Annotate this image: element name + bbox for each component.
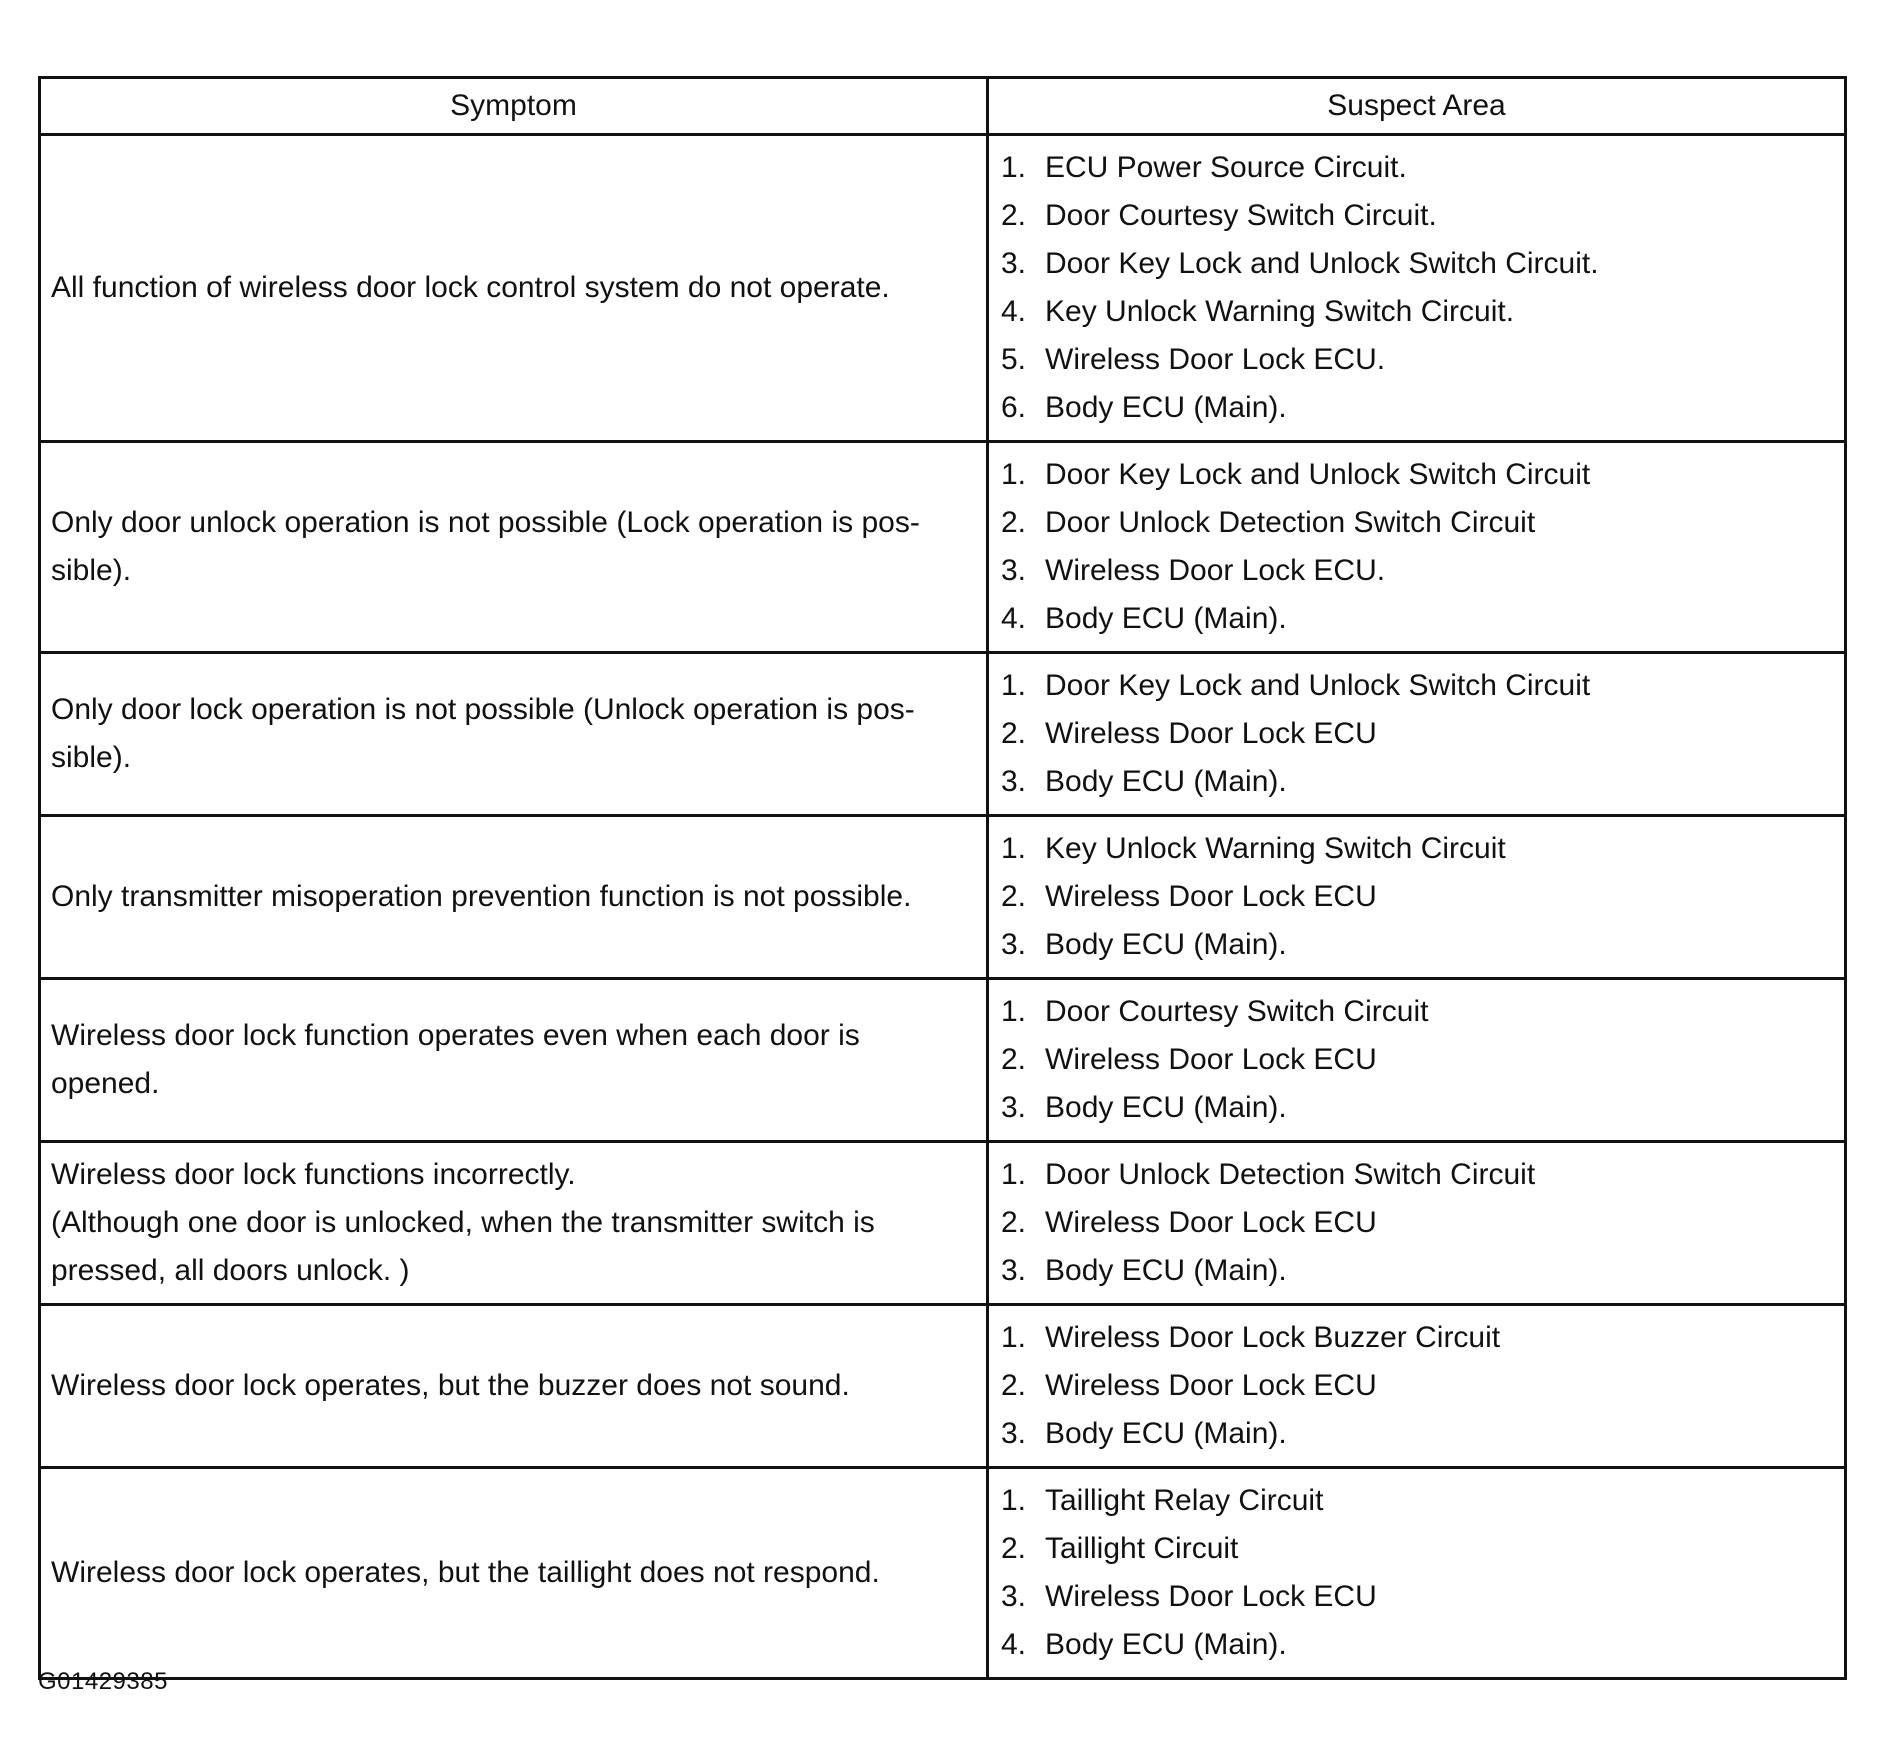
item-text: Wireless Door Lock ECU <box>1045 1580 1377 1613</box>
table-row <box>40 653 1846 816</box>
symptom-cell <box>40 979 988 1142</box>
suspect-area-list <box>1001 451 1834 643</box>
suspect-area-cell <box>988 979 1846 1142</box>
item-text: Body ECU (Main). <box>1045 602 1287 635</box>
table-row <box>40 442 1846 653</box>
suspect-area-list <box>1001 988 1834 1132</box>
list-item <box>1001 288 1834 336</box>
table-body <box>40 135 1846 1679</box>
suspect-area-cell <box>988 1305 1846 1468</box>
list-item <box>1001 1151 1834 1199</box>
list-item <box>1001 710 1834 758</box>
item-text: Body ECU (Main). <box>1045 1091 1287 1124</box>
item-text: Door Courtesy Switch Circuit <box>1045 995 1429 1028</box>
item-number: 3. <box>1001 928 1027 961</box>
suspect-area-list <box>1001 1314 1834 1458</box>
list-item <box>1001 825 1834 873</box>
item-number: 2. <box>1001 199 1027 232</box>
symptom-text: Wireless door lock function operates even when each door is opened. <box>51 1019 860 1100</box>
item-number: 1. <box>1001 995 1027 1028</box>
item-text: Door Key Lock and Unlock Switch Circuit <box>1045 669 1591 702</box>
list-item <box>1001 1314 1834 1362</box>
suspect-area-list <box>1001 1477 1834 1669</box>
item-text: Body ECU (Main). <box>1045 391 1287 424</box>
item-number: 3. <box>1001 554 1027 587</box>
item-text: Door Unlock Detection Switch Circuit <box>1045 1158 1536 1191</box>
item-text: Wireless Door Lock ECU <box>1045 1206 1377 1239</box>
list-item <box>1001 384 1834 432</box>
table-row <box>40 135 1846 442</box>
item-number: 1. <box>1001 1158 1027 1191</box>
symptom-text: Wireless door lock functions incorrectly. (Although one door is unlocked, when the transmitter switch is pressed, all doors unlock. ) <box>51 1158 875 1287</box>
item-number: 2. <box>1001 1043 1027 1076</box>
item-text: Wireless Door Lock ECU <box>1045 1043 1377 1076</box>
item-number: 1. <box>1001 151 1027 184</box>
suspect-area-cell <box>988 816 1846 979</box>
table-row <box>40 1142 1846 1305</box>
list-item <box>1001 1410 1834 1458</box>
item-number: 2. <box>1001 506 1027 539</box>
item-number: 4. <box>1001 602 1027 635</box>
item-text: Wireless Door Lock ECU <box>1045 1369 1377 1402</box>
troubleshooting-table <box>38 76 1847 1680</box>
list-item <box>1001 192 1834 240</box>
list-item <box>1001 1036 1834 1084</box>
list-item <box>1001 873 1834 921</box>
list-item <box>1001 240 1834 288</box>
figure-code: G01429385 <box>38 1668 168 1695</box>
symptom-text: All function of wireless door lock control system do not operate. <box>51 271 890 304</box>
list-item <box>1001 662 1834 710</box>
item-text: Door Courtesy Switch Circuit. <box>1045 199 1437 232</box>
list-item <box>1001 1573 1834 1621</box>
item-number: 2. <box>1001 1206 1027 1239</box>
suspect-area-list <box>1001 1151 1834 1295</box>
symptom-text: Wireless door lock operates, but the taillight does not respond. <box>51 1556 880 1589</box>
list-item <box>1001 1199 1834 1247</box>
item-text: Key Unlock Warning Switch Circuit <box>1045 832 1506 865</box>
item-text: Door Key Lock and Unlock Switch Circuit. <box>1045 247 1599 280</box>
item-number: 3. <box>1001 1580 1027 1613</box>
item-text: Wireless Door Lock Buzzer Circuit <box>1045 1321 1501 1354</box>
item-text: Body ECU (Main). <box>1045 1254 1287 1287</box>
item-text: Door Key Lock and Unlock Switch Circuit <box>1045 458 1591 491</box>
item-text: Taillight Circuit <box>1045 1532 1239 1565</box>
list-item <box>1001 451 1834 499</box>
item-number: 4. <box>1001 295 1027 328</box>
list-item <box>1001 336 1834 384</box>
item-number: 3. <box>1001 1091 1027 1124</box>
table-row <box>40 1468 1846 1679</box>
list-item <box>1001 1621 1834 1669</box>
list-item <box>1001 988 1834 1036</box>
symptom-cell <box>40 1468 988 1679</box>
item-text: Wireless Door Lock ECU <box>1045 880 1377 913</box>
item-text: ECU Power Source Circuit. <box>1045 151 1407 184</box>
list-item <box>1001 1362 1834 1410</box>
table-row <box>40 1305 1846 1468</box>
suspect-area-header: Suspect Area <box>988 78 1846 135</box>
list-item <box>1001 1477 1834 1525</box>
item-text: Taillight Relay Circuit <box>1045 1484 1324 1517</box>
table-row <box>40 979 1846 1142</box>
symptom-cell <box>40 135 988 442</box>
item-number: 5. <box>1001 343 1027 376</box>
suspect-area-cell <box>988 653 1846 816</box>
item-number: 2. <box>1001 717 1027 750</box>
list-item <box>1001 1247 1834 1295</box>
list-item <box>1001 547 1834 595</box>
item-number: 2. <box>1001 880 1027 913</box>
symptom-cell <box>40 653 988 816</box>
item-number: 1. <box>1001 832 1027 865</box>
suspect-area-list <box>1001 825 1834 969</box>
symptom-text: Wireless door lock operates, but the buzzer does not sound. <box>51 1369 850 1402</box>
list-item <box>1001 1084 1834 1132</box>
item-number: 6. <box>1001 391 1027 424</box>
item-text: Key Unlock Warning Switch Circuit. <box>1045 295 1515 328</box>
item-number: 1. <box>1001 669 1027 702</box>
item-text: Wireless Door Lock ECU. <box>1045 343 1386 376</box>
item-text: Door Unlock Detection Switch Circuit <box>1045 506 1536 539</box>
symptom-text: Only door lock operation is not possible (Unlock operation is pos- sible). <box>51 693 915 774</box>
symptom-header: Symptom <box>40 78 988 135</box>
list-item <box>1001 499 1834 547</box>
item-number: 4. <box>1001 1628 1027 1661</box>
suspect-area-list <box>1001 144 1834 432</box>
item-text: Body ECU (Main). <box>1045 1628 1287 1661</box>
suspect-area-cell <box>988 1468 1846 1679</box>
symptom-cell <box>40 442 988 653</box>
suspect-area-list <box>1001 662 1834 806</box>
symptom-text: Only transmitter misoperation prevention function is not possible. <box>51 880 912 913</box>
item-number: 3. <box>1001 1417 1027 1450</box>
item-number: 3. <box>1001 247 1027 280</box>
item-number: 1. <box>1001 1321 1027 1354</box>
item-number: 2. <box>1001 1532 1027 1565</box>
item-text: Body ECU (Main). <box>1045 765 1287 798</box>
symptom-cell <box>40 1305 988 1468</box>
item-text: Wireless Door Lock ECU <box>1045 717 1377 750</box>
item-number: 3. <box>1001 765 1027 798</box>
item-text: Body ECU (Main). <box>1045 928 1287 961</box>
header-row <box>40 78 1846 135</box>
suspect-area-cell <box>988 135 1846 442</box>
suspect-area-cell <box>988 1142 1846 1305</box>
item-number: 2. <box>1001 1369 1027 1402</box>
list-item <box>1001 595 1834 643</box>
list-item <box>1001 144 1834 192</box>
item-text: Body ECU (Main). <box>1045 1417 1287 1450</box>
symptom-text: Only door unlock operation is not possible (Lock operation is pos- sible). <box>51 506 920 587</box>
symptom-cell <box>40 1142 988 1305</box>
item-number: 3. <box>1001 1254 1027 1287</box>
table-row <box>40 816 1846 979</box>
item-number: 1. <box>1001 458 1027 491</box>
item-number: 1. <box>1001 1484 1027 1517</box>
list-item <box>1001 1525 1834 1573</box>
symptom-cell <box>40 816 988 979</box>
list-item <box>1001 758 1834 806</box>
list-item <box>1001 921 1834 969</box>
suspect-area-cell <box>988 442 1846 653</box>
item-text: Wireless Door Lock ECU. <box>1045 554 1386 587</box>
